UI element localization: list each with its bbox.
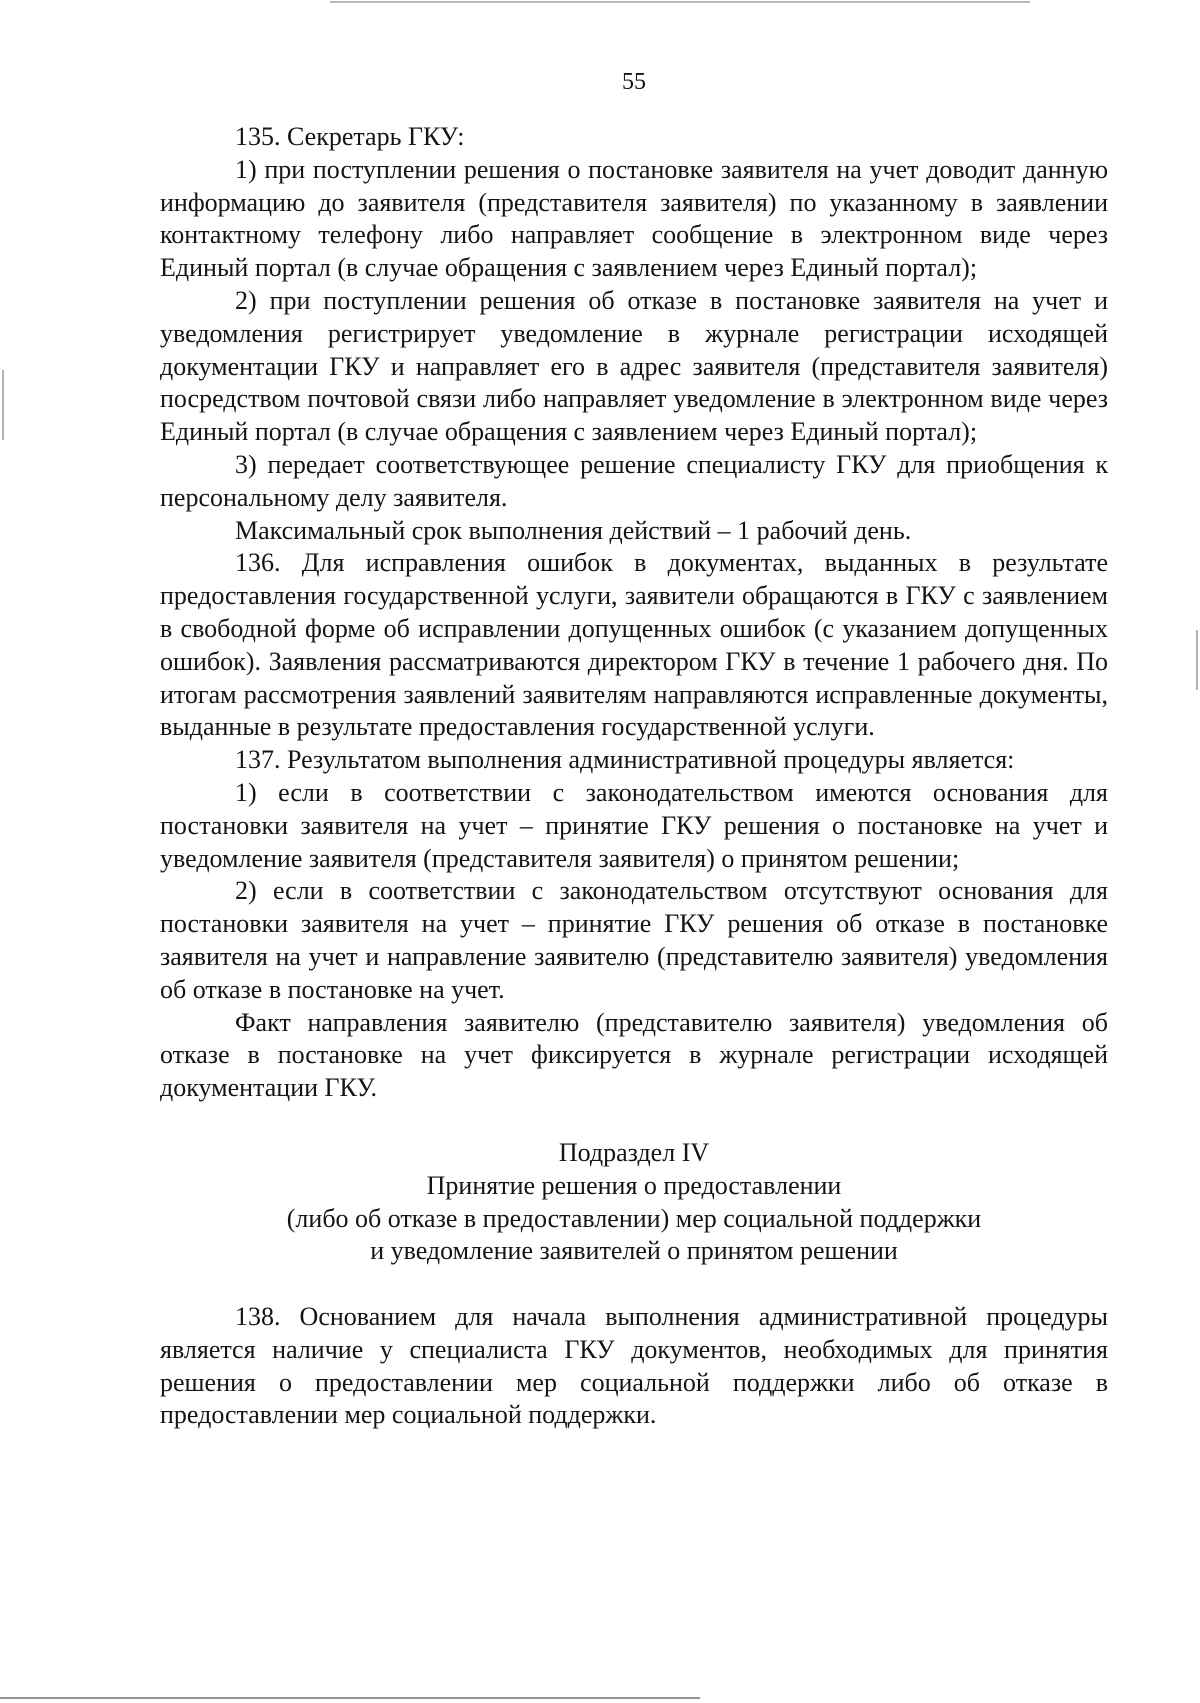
paragraph-137: 137. Результатом выполнения административной процедуры является: — [235, 745, 1015, 775]
document-body — [160, 121, 1108, 1432]
paragraph-135-item-3: 3) передает соответствующее решение специалисту ГКУ для приобщения к персональному делу заявителя. — [160, 449, 1108, 512]
scan-top-edge — [330, 1, 1030, 3]
subsection-title-line-3: и уведомление заявителей о принятом решении — [370, 1236, 898, 1266]
paragraph-137-fact: Факт направления заявителю (представителю заявителя) уведомления об отказе в постановке на учет фиксируется в журнале регистрации исходящей документации ГКУ. — [160, 1007, 1108, 1103]
paragraph-138: 138. Основанием для начала выполнения административной процедуры является наличие у специалиста ГКУ документов, необходимых для принятия решения о предоставлении мер социальной поддержки либо об отказе в предоставлении мер социальной поддержки. — [160, 1302, 1108, 1430]
paragraph-137-item-2: 2) если в соответствии с законодательством отсутствуют основания для постановки заявителя на учет – принятие ГКУ решения об отказе в постановке заявителя на учет и направление заявителю (представителю заявителя) уведомления об отказе в постановке на учет. — [160, 876, 1108, 1004]
scan-left-margin-mark — [2, 370, 4, 440]
subsection-heading — [160, 1137, 1108, 1268]
paragraph-135: 135. Секретарь ГКУ: — [235, 122, 465, 151]
paragraph-135-item-2: 2) при поступлении решения об отказе в постановке заявителя на учет и уведомления регистрирует уведомление в журнале регистрации исходящей документации ГКУ и направляет его в адрес заявителя (представителя заявителя) посредством почтовой связи либо направляет уведомление в электронном виде через Единый портал (в случае обращения с заявлением через Единый портал); — [160, 285, 1108, 447]
heading-spacer — [160, 1268, 1108, 1301]
paragraph-135-item-1: 1) при поступлении решения о постановке заявителя на учет доводит данную информацию до заявителя (представителя заявителя) по указанному в заявлении контактному телефону либо направляет сообщение в электронном виде через Единый портал (в случае обращения с заявлением через Единый портал); — [160, 154, 1108, 283]
scan-right-margin-mark — [1196, 630, 1198, 690]
page-number: 55 — [622, 69, 646, 95]
scan-bottom-edge — [0, 1697, 700, 1699]
paragraph-135-deadline: Максимальный срок выполнения действий – 1 рабочий день. — [235, 515, 912, 545]
subsection-title-line-1: Принятие решения о предоставлении — [426, 1170, 842, 1200]
subsection-title-line-2: (либо об отказе в предоставлении) мер социальной поддержки — [286, 1203, 982, 1233]
subsection-label: Подраздел IV — [558, 1137, 710, 1167]
paragraph-136: 136. Для исправления ошибок в документах, выданных в результате предоставления государственной услуги, заявители обращаются в ГКУ с заявлением в свободной форме об исправлении допущенных ошибок (с указанием допущенных ошибок). Заявления рассматриваются директором ГКУ в течение 1 рабочего дня. По итогам рассмотрения заявлений заявителям направляются исправленные документы, выданные в результате предоставления государственной услуги. — [160, 548, 1108, 742]
paragraph-137-item-1: 1) если в соответствии с законодательством имеются основания для постановки заявителя на учет – принятие ГКУ решения о постановке на учет и уведомление заявителя (представителя заявителя) о принятом решении; — [160, 777, 1108, 873]
